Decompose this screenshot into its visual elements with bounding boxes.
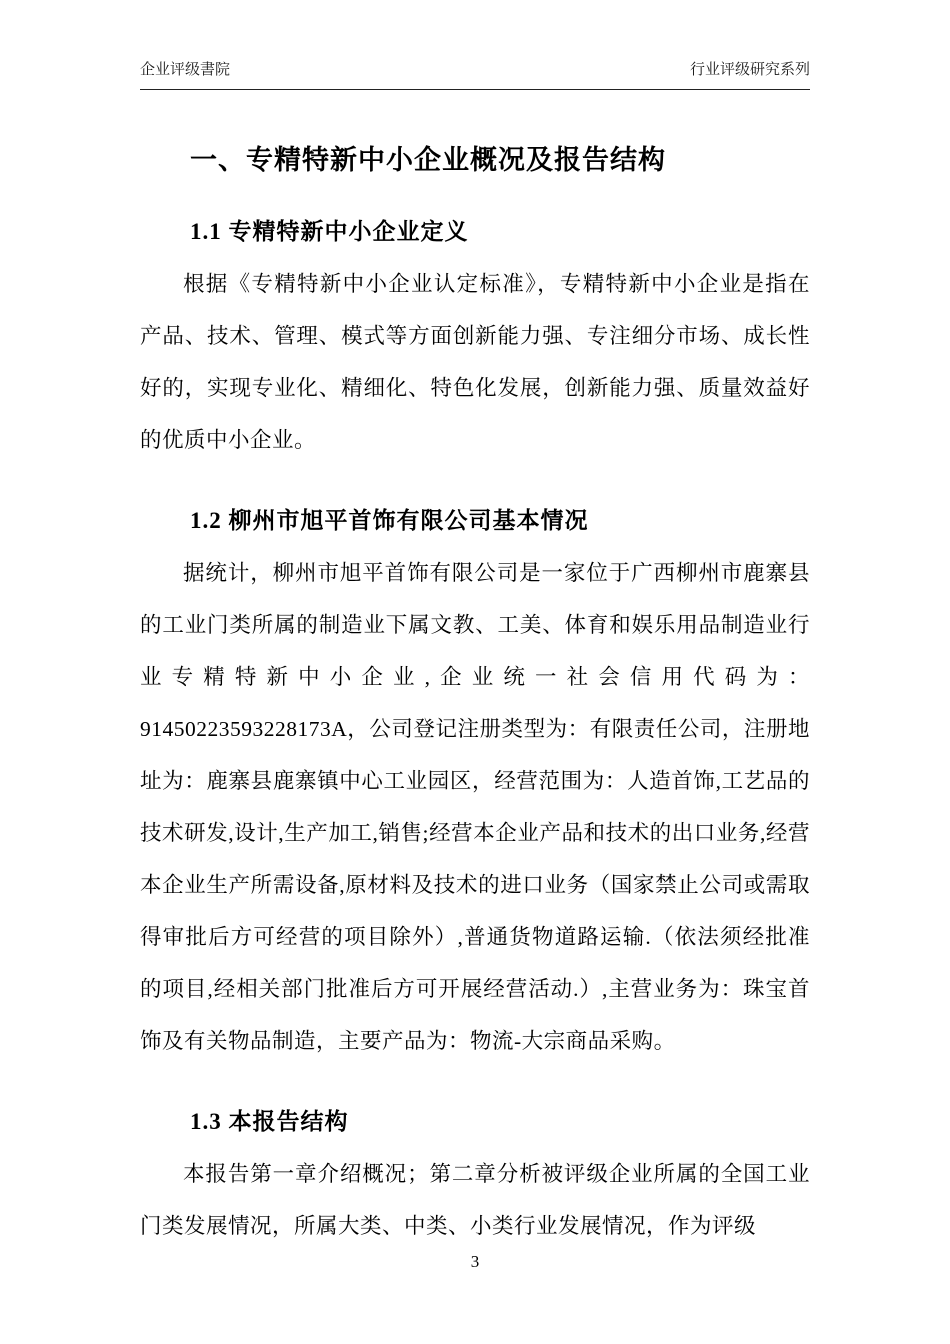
section-paragraph-1-2: 据统计，柳州市旭平首饰有限公司是一家位于广西柳州市鹿寨县的工业门类所属的制造业下属文教、工美、体育和娱乐用品制造业行业专精特新中小企业,企业统一社会信用代码为：91450223593228173A，公司登记注册类型为：有限责任公司，注册地址为：鹿寨县鹿寨镇中心工业园区，经营范围为：人造首饰,工艺品的技术研发,设计,生产加工,销售;经营本企业产品和技术的出口业务,经营本企业生产所需设备,原材料及技术的进口业务（国家禁止公司或需取得审批后方可经营的项目除外）,普通货物道路运输.（依法须经批准的项目,经相关部门批准后方可开展经营活动.）,主营业务为：珠宝首饰及有关物品制造，主要产品为：物流-大宗商品采购。: [140, 561, 810, 1053]
section-paragraph-1-3: 本报告第一章介绍概况；第二章分析被评级企业所属的全国工业门类发展情况，所属大类、中类、小类行业发展情况，作为评级: [140, 1162, 810, 1238]
section-paragraph-1-1: 根据《专精特新中小企业认定标准》，专精特新中小企业是指在产品、技术、管理、模式等方面创新能力强、专注细分市场、成长性好的，实现专业化、精细化、特色化发展，创新能力强、质量效益好的优质中小企业。: [140, 272, 810, 452]
section-heading-1-1: 1.1 专精特新中小企业定义: [190, 219, 469, 244]
header-right-text: 行业评级研究系列: [689, 62, 810, 78]
page-number: 3: [470, 1252, 480, 1271]
section-heading-1-2: 1.2 柳州市旭平首饰有限公司基本情况: [190, 508, 589, 533]
chapter-title: 一、专精特新中小企业概况及报告结构: [190, 145, 666, 175]
page-header: [140, 58, 810, 90]
header-left-text: 企业评级書院: [140, 62, 231, 78]
section-heading-1-3: 1.3 本报告结构: [190, 1109, 349, 1134]
